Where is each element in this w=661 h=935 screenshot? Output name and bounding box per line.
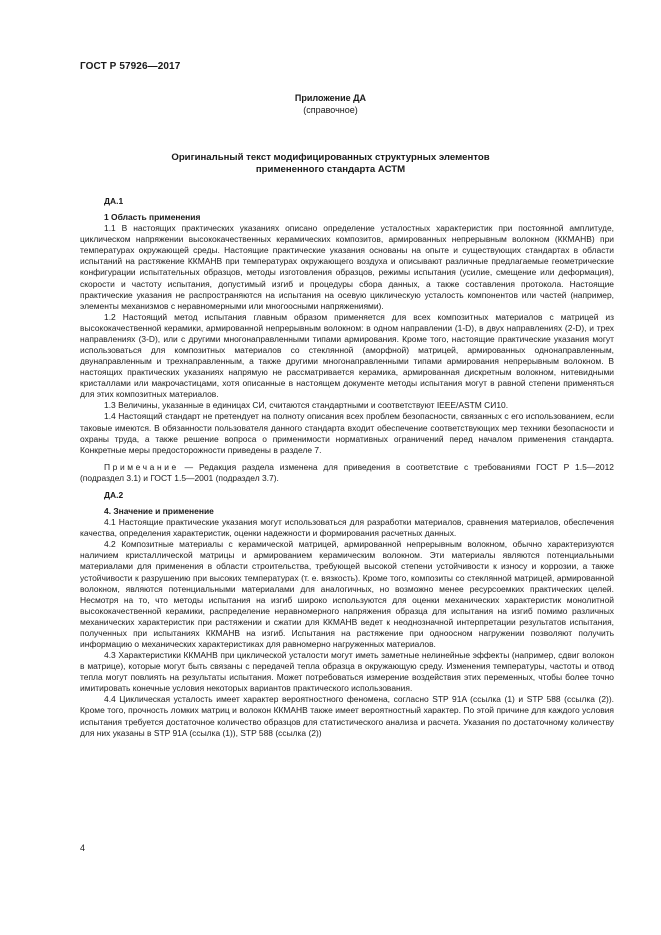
document-body [80,196,614,739]
paragraph-1-2: 1.2 Настоящий метод испытания главным образом применяется для всех композитных материалов с матрицей из высококачественной керамики, армированной непрерывным волокном: в одном направлении (1-D), в двух направлениях (2-D), и трех направлениях (3-D), или с другими многонаправленными типами армирования. Кроме того, настоящие практические указания могут использоваться для композитных материалов со стеклянной (аморфной) матрицей, армированных однонаправленным, двунаправленным и трехнаправленным, а также другими многонаправленными типами армирования непрерывным волокном. В настоящих практических указаниях напрямую не рассматривается керамика, армированная дискретным волокном, нитевидными кристаллами или макрочастицами, хотя описанные в настоящем документе методы испытания могут в равной степени применяться для этих композитных материалов. [80,311,614,400]
paragraph-4-3: 4.3 Характеристики ККМАНВ при циклической усталости могут иметь заметные нелинейные эффекты (например, сдвиг волокон в матрице), которые могут быть связаны с передачей тепла образца в окружающую среду. Изменения температуры, частоты и отвод тепла могут повлиять на результаты испытания. Может потребоваться измерение воздействия этих переменных, чтобы более точно имитировать конечные условия некоторых вариантов практического использования. [80,650,614,694]
note-label: Примечание [104,461,179,472]
paragraph-1-4: 1.4 Настоящий стандарт не претендует на полноту описания всех проблем безопасности, связанных с его использованием, если таковые имеются. В обязанности пользователя данного стандарта входит обеспечение соответствующих мер техники безопасности и охраны труда, а также решение вопроса о применимости нормативных ограничений перед началом применения стандарта. Конкретные меры предосторожности приведены в разделе 7. [80,411,614,455]
document-title [0,152,661,176]
page-number: 4 [80,843,86,853]
section-heading-scope: 1 Область применения [104,212,201,223]
section-code-da1: ДА.1 [104,196,124,206]
appendix-title: Приложение ДА [294,93,367,103]
paragraph-4-2: 4.2 Композитные материалы с керамической матрицей, армированной непрерывным волокном, обычно характеризуются наличием кристаллической матрицы и армированием керамическим волокном. Эти материалы являются потенциальными материалами для применения в области строительства, требующей высокой степени устойчивости к износу и коррозии, а также устойчивости к разрушению при высоких температурах (т. е. вязкость). Кроме того, композиты со стеклянной матрицей, армированной волокном, являются потенциальными материалами для аналогичных, но возможно менее ресурсоемких практических целей. Несмотря на то, что методы испытания на изгиб широко используются для оценки механических характеристик монолитной высококачественной керамики, распределение неравномерного напряжения образца для испытания на изгиб помимо различных механических характеристик при растяжении и сжатии для ККМАНВ ведет к неоднозначной интерпретации результатов испытания, полученных при испытаниях ККМАНВ на изгиб. Испытания на растяжение при одноосном нагружении позволяют получить информацию о механических характеристиках для равномерно нагруженных материалов. [80,539,614,649]
paragraph-4-1: 4.1 Настоящие практические указания могут использоваться для разработки материалов, сравнения материалов, обеспечения качества, определения характеристик, оценки надежности и формирования расчетных данных. [80,517,614,539]
paragraph-4-4: 4.4 Циклическая усталость имеет характер вероятностного феномена, согласно STP 91A (ссылка (1) и STP 588 (ссылка (2)). Кроме того, прочность ломких матриц и волокон ККМАНВ также имеет вероятностный характер. По этой причине для каждого условия испытания требуется достаточное количество образцов для статистического анализа и расчета. Указания по достаточному количеству для них указаны в STP 91A (ссылка (1)), STP 588 (ссылка (2)) [80,694,614,738]
paragraph-1-3: 1.3 Величины, указанные в единицах СИ, считаются стандартными и соответствуют IEEE/ASTM СИ10. [104,400,509,411]
document-title-line-1: Оригинальный текст модифицированных структурных элементов [171,152,490,163]
paragraph-1-1: 1.1 В настоящих практических указаниях описано определение усталостных характеристик при постоянной амплитуде, циклическом напряжении высококачественных керамических композитов, армированных непрерывным волокном (ККМАНВ) при температурах окружающей среды. Настоящие практические указания основаны на опыте и существующих стандартах в области испытаний на растяжение ККМАНВ при температурах окружающего воздуха и описывают различные предлагаемые геометрические конфигурации испытательных образцов, методы изготовления образцов, режимы испытания (усилие, смещение или деформация), скорости и частоту испытания, допустимый изгиб и процедуры сбора данных, а также составления протокола. Настоящие практические указания не распространяются на испытания на осевую циклическую усталость компонентов или частей (например, элементы механизмов с неравномерными или многоосными напряжениями). [80,223,614,311]
section-heading-significance: 4. Значение и применение [104,506,214,517]
section-code-da2: ДА.2 [104,489,124,500]
note-text: — Редакция раздела изменена для приведения в соответствие с требованиями ГОСТ Р 1.5—2012 (подраздел 3.1) и ГОСТ 1.5—2001 (подраздел 3.7). [80,461,614,483]
document-title-line-2: примененного стандарта АСТМ [255,164,406,175]
note-paragraph [80,462,614,484]
appendix-subtitle: (справочное) [303,105,358,115]
standard-code-header: ГОСТ Р 57926—2017 [80,61,181,72]
